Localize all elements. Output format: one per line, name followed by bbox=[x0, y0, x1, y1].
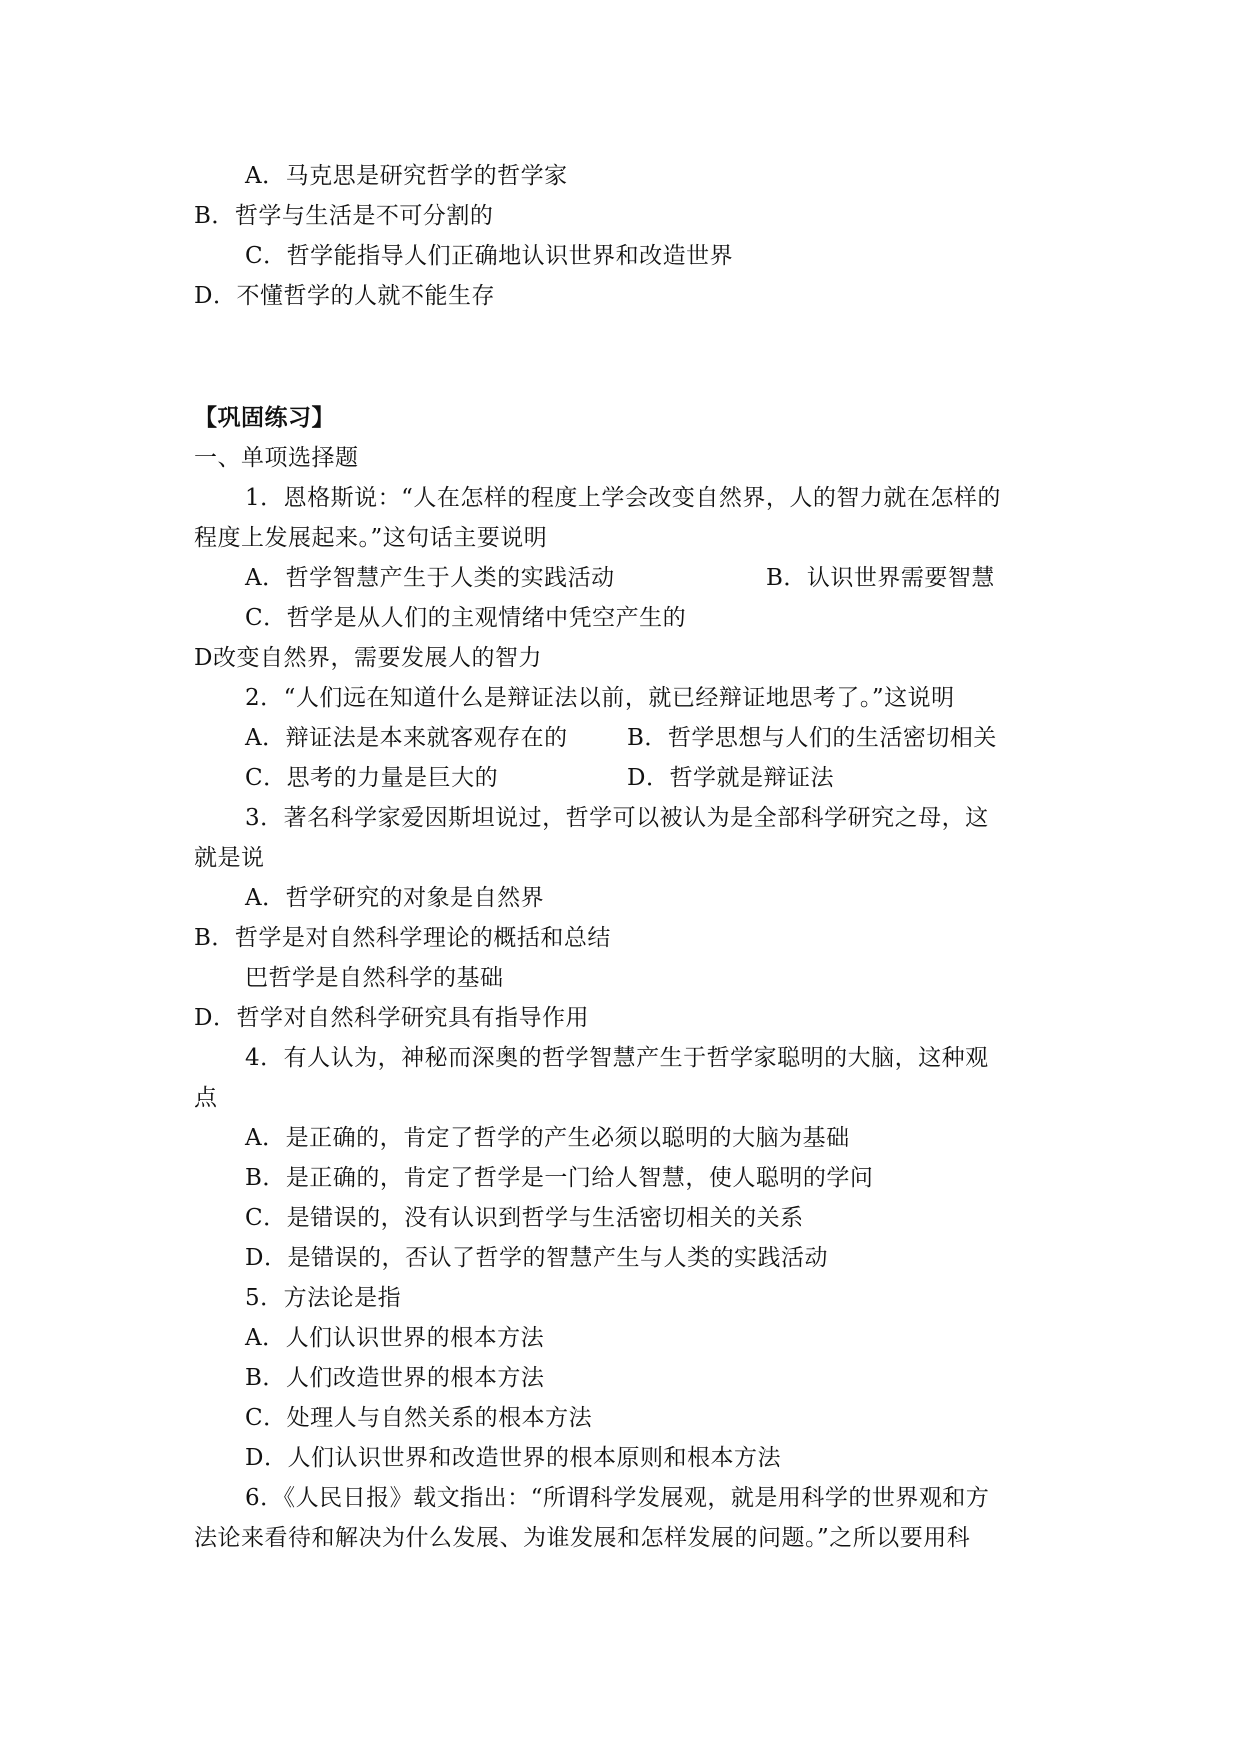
q4-option-c: C．是错误的，没有认识到哲学与生活密切相关的关系 bbox=[245, 1205, 804, 1231]
q4-option-d: D．是错误的，否认了哲学的智慧产生与人类的实践活动 bbox=[245, 1245, 828, 1271]
top-option-c: C．哲学能指导人们正确地认识世界和改造世界 bbox=[245, 243, 734, 269]
q2-option-a: A．辩证法是本来就客观存在的 bbox=[245, 725, 568, 751]
q2-option-c: C．思考的力量是巨大的 bbox=[245, 765, 499, 791]
q3-option-c: 巴哲学是自然科学的基础 bbox=[245, 965, 504, 991]
q6-stem-line2: 法论来看待和解决为什么发展、为谁发展和怎样发展的问题。”之所以要用科 bbox=[194, 1525, 971, 1551]
q2-option-d: D．哲学就是辩证法 bbox=[627, 765, 834, 791]
top-option-a: A．马克思是研究哲学的哲学家 bbox=[245, 163, 568, 189]
q1-option-b: B．认识世界需要智慧 bbox=[766, 565, 995, 591]
q1-stem-line1: 1．恩格斯说：“人在怎样的程度上学会改变自然界，人的智力就在怎样的 bbox=[245, 485, 1001, 511]
q3-option-b: B．哲学是对自然科学理论的概括和总结 bbox=[194, 925, 611, 951]
q4-option-a: A．是正确的，肯定了哲学的产生必须以聪明的大脑为基础 bbox=[245, 1125, 850, 1151]
q4-stem-line1: 4．有人认为，神秘而深奥的哲学智慧产生于哲学家聪明的大脑，这种观 bbox=[245, 1045, 989, 1071]
q5-option-a: A．人们认识世界的根本方法 bbox=[245, 1325, 545, 1351]
top-option-d: D．不懂哲学的人就不能生存 bbox=[194, 283, 495, 309]
q2-stem: 2．“人们远在知道什么是辩证法以前，就已经辩证地思考了。”这说明 bbox=[245, 685, 955, 711]
q1-option-c: C．哲学是从人们的主观情绪中凭空产生的 bbox=[245, 605, 687, 631]
q3-option-d: D．哲学对自然科学研究具有指导作用 bbox=[194, 1005, 589, 1031]
q3-stem-line1: 3．著名科学家爱因斯坦说过，哲学可以被认为是全部科学研究之母，这 bbox=[245, 805, 989, 831]
q1-option-d: D改变自然界，需要发展人的智力 bbox=[194, 645, 542, 671]
q3-option-a: A．哲学研究的对象是自然界 bbox=[245, 885, 545, 911]
q5-option-b: B．人们改造世界的根本方法 bbox=[245, 1365, 545, 1391]
q1-option-a: A．哲学智慧产生于人类的实践活动 bbox=[245, 565, 615, 591]
q3-stem-line2: 就是说 bbox=[194, 845, 265, 871]
q5-stem: 5．方法论是指 bbox=[245, 1285, 402, 1311]
q5-option-d: D．人们认识世界和改造世界的根本原则和根本方法 bbox=[245, 1445, 781, 1471]
q6-stem-line1: 6．《人民日报》载文指出：“所谓科学发展观，就是用科学的世界观和方 bbox=[245, 1485, 990, 1511]
section-title: 【巩固练习】 bbox=[194, 404, 335, 431]
q5-option-c: C．处理人与自然关系的根本方法 bbox=[245, 1405, 593, 1431]
q4-option-b: B．是正确的，肯定了哲学是一门给人智慧，使人聪明的学问 bbox=[245, 1165, 874, 1191]
q2-option-b: B．哲学思想与人们的生活密切相关 bbox=[627, 725, 997, 751]
q1-stem-line2: 程度上发展起来。”这句话主要说明 bbox=[194, 525, 548, 551]
q4-stem-line2: 点 bbox=[194, 1085, 218, 1111]
top-option-b: B．哲学与生活是不可分割的 bbox=[194, 203, 494, 229]
subsection-title: 一、单项选择题 bbox=[194, 445, 359, 471]
